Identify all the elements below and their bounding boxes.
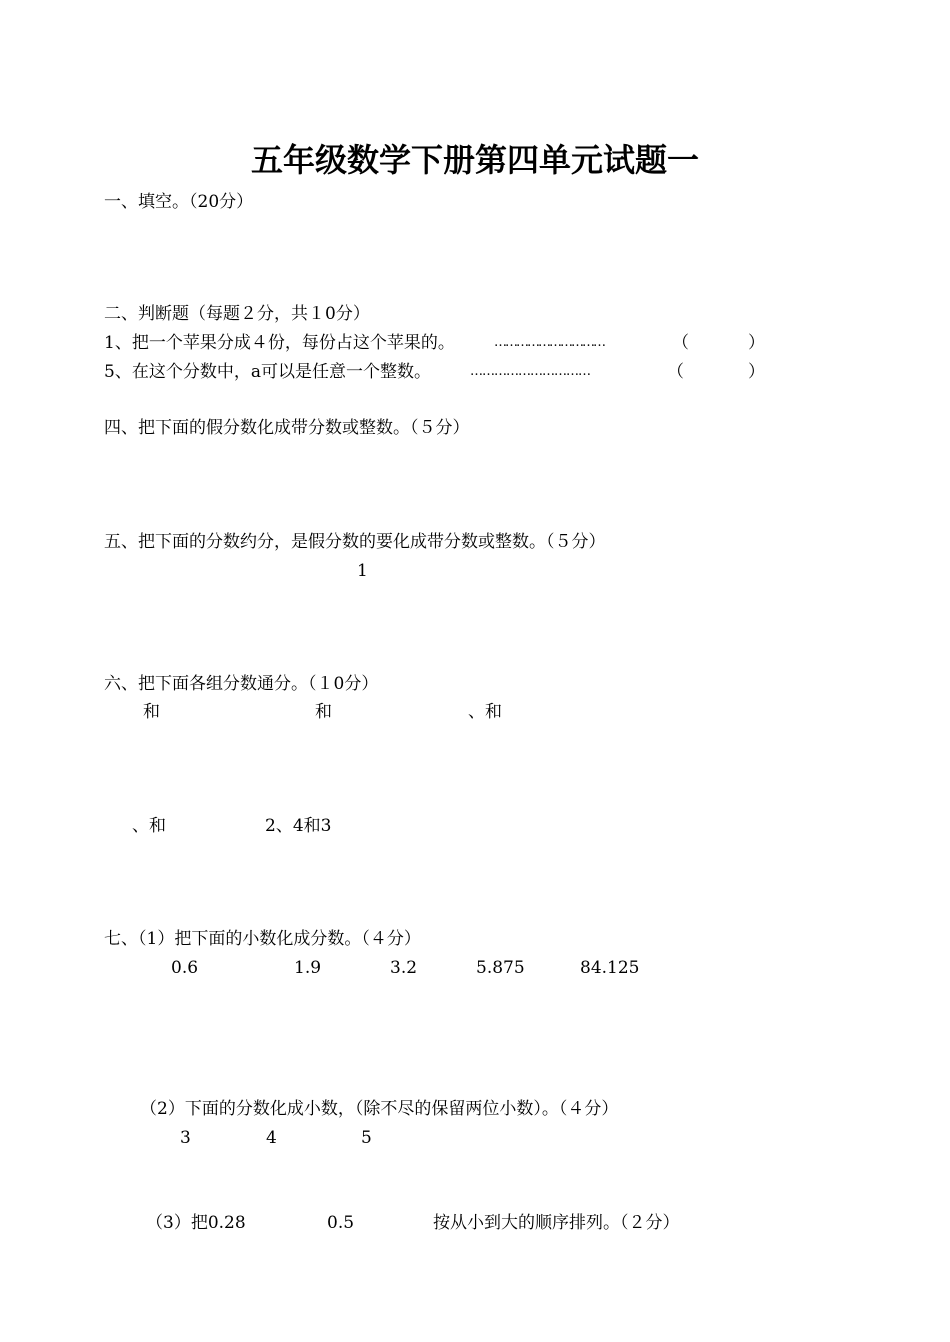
- fraction-number: 4: [266, 1128, 277, 1148]
- section-6-heading: 六、把下面各组分数通分。（１0分）: [104, 674, 379, 694]
- answer-left-paren: （: [672, 333, 689, 353]
- fraction-number: 3: [180, 1128, 191, 1148]
- subsection-7-2-heading: （2）下面的分数化成小数，（除不尽的保留两位小数）。（４分）: [140, 1099, 619, 1119]
- decimal-value: 0.5: [327, 1213, 355, 1233]
- decimal-value: 3.2: [390, 958, 418, 978]
- fraction-number: 5: [361, 1128, 372, 1148]
- decimal-value: 84.125: [580, 958, 640, 978]
- section-5-heading: 五、把下面的分数约分，是假分数的要化成带分数或整数。（５分）: [104, 532, 606, 552]
- fraction-pair-label: 和: [143, 702, 160, 722]
- judge-question-1: 1、把一个苹果分成４份，每份占这个苹果的。: [104, 333, 455, 353]
- section-7-heading: 七、（1）把下面的小数化成分数。（４分）: [104, 929, 421, 949]
- fraction-pair-label: 、和: [132, 816, 166, 836]
- answer-left-paren: （: [667, 362, 684, 382]
- section-2-heading: 二、判断题（每题２分，共１0分）: [104, 304, 370, 324]
- decimal-value: 1.9: [294, 958, 322, 978]
- answer-leader-dots: …………………………: [470, 364, 590, 379]
- section-1-heading: 一、填空。（20分）: [104, 192, 254, 212]
- decimal-value: 5.875: [476, 958, 525, 978]
- subsection-7-3-suffix: 按从小到大的顺序排列。（２分）: [433, 1213, 680, 1233]
- answer-right-paren: ）: [748, 333, 765, 353]
- fraction-number: 1: [357, 561, 368, 581]
- judge-question-5: 5、在这个分数中，a可以是任意一个整数。: [104, 362, 431, 382]
- subsection-7-3-prefix: （3）把0.28: [146, 1213, 246, 1233]
- fraction-pair-label: 、和: [468, 702, 502, 722]
- fraction-pair-label: 和: [315, 702, 332, 722]
- section-4-heading: 四、把下面的假分数化成带分数或整数。（５分）: [104, 418, 470, 438]
- page-title: 五年级数学下册第四单元试题一: [250, 141, 699, 179]
- decimal-value: 0.6: [171, 958, 199, 978]
- answer-right-paren: ）: [748, 362, 765, 382]
- answer-leader-dots: …………………………: [494, 335, 604, 350]
- fraction-pair-label: 2、4和3: [265, 816, 332, 836]
